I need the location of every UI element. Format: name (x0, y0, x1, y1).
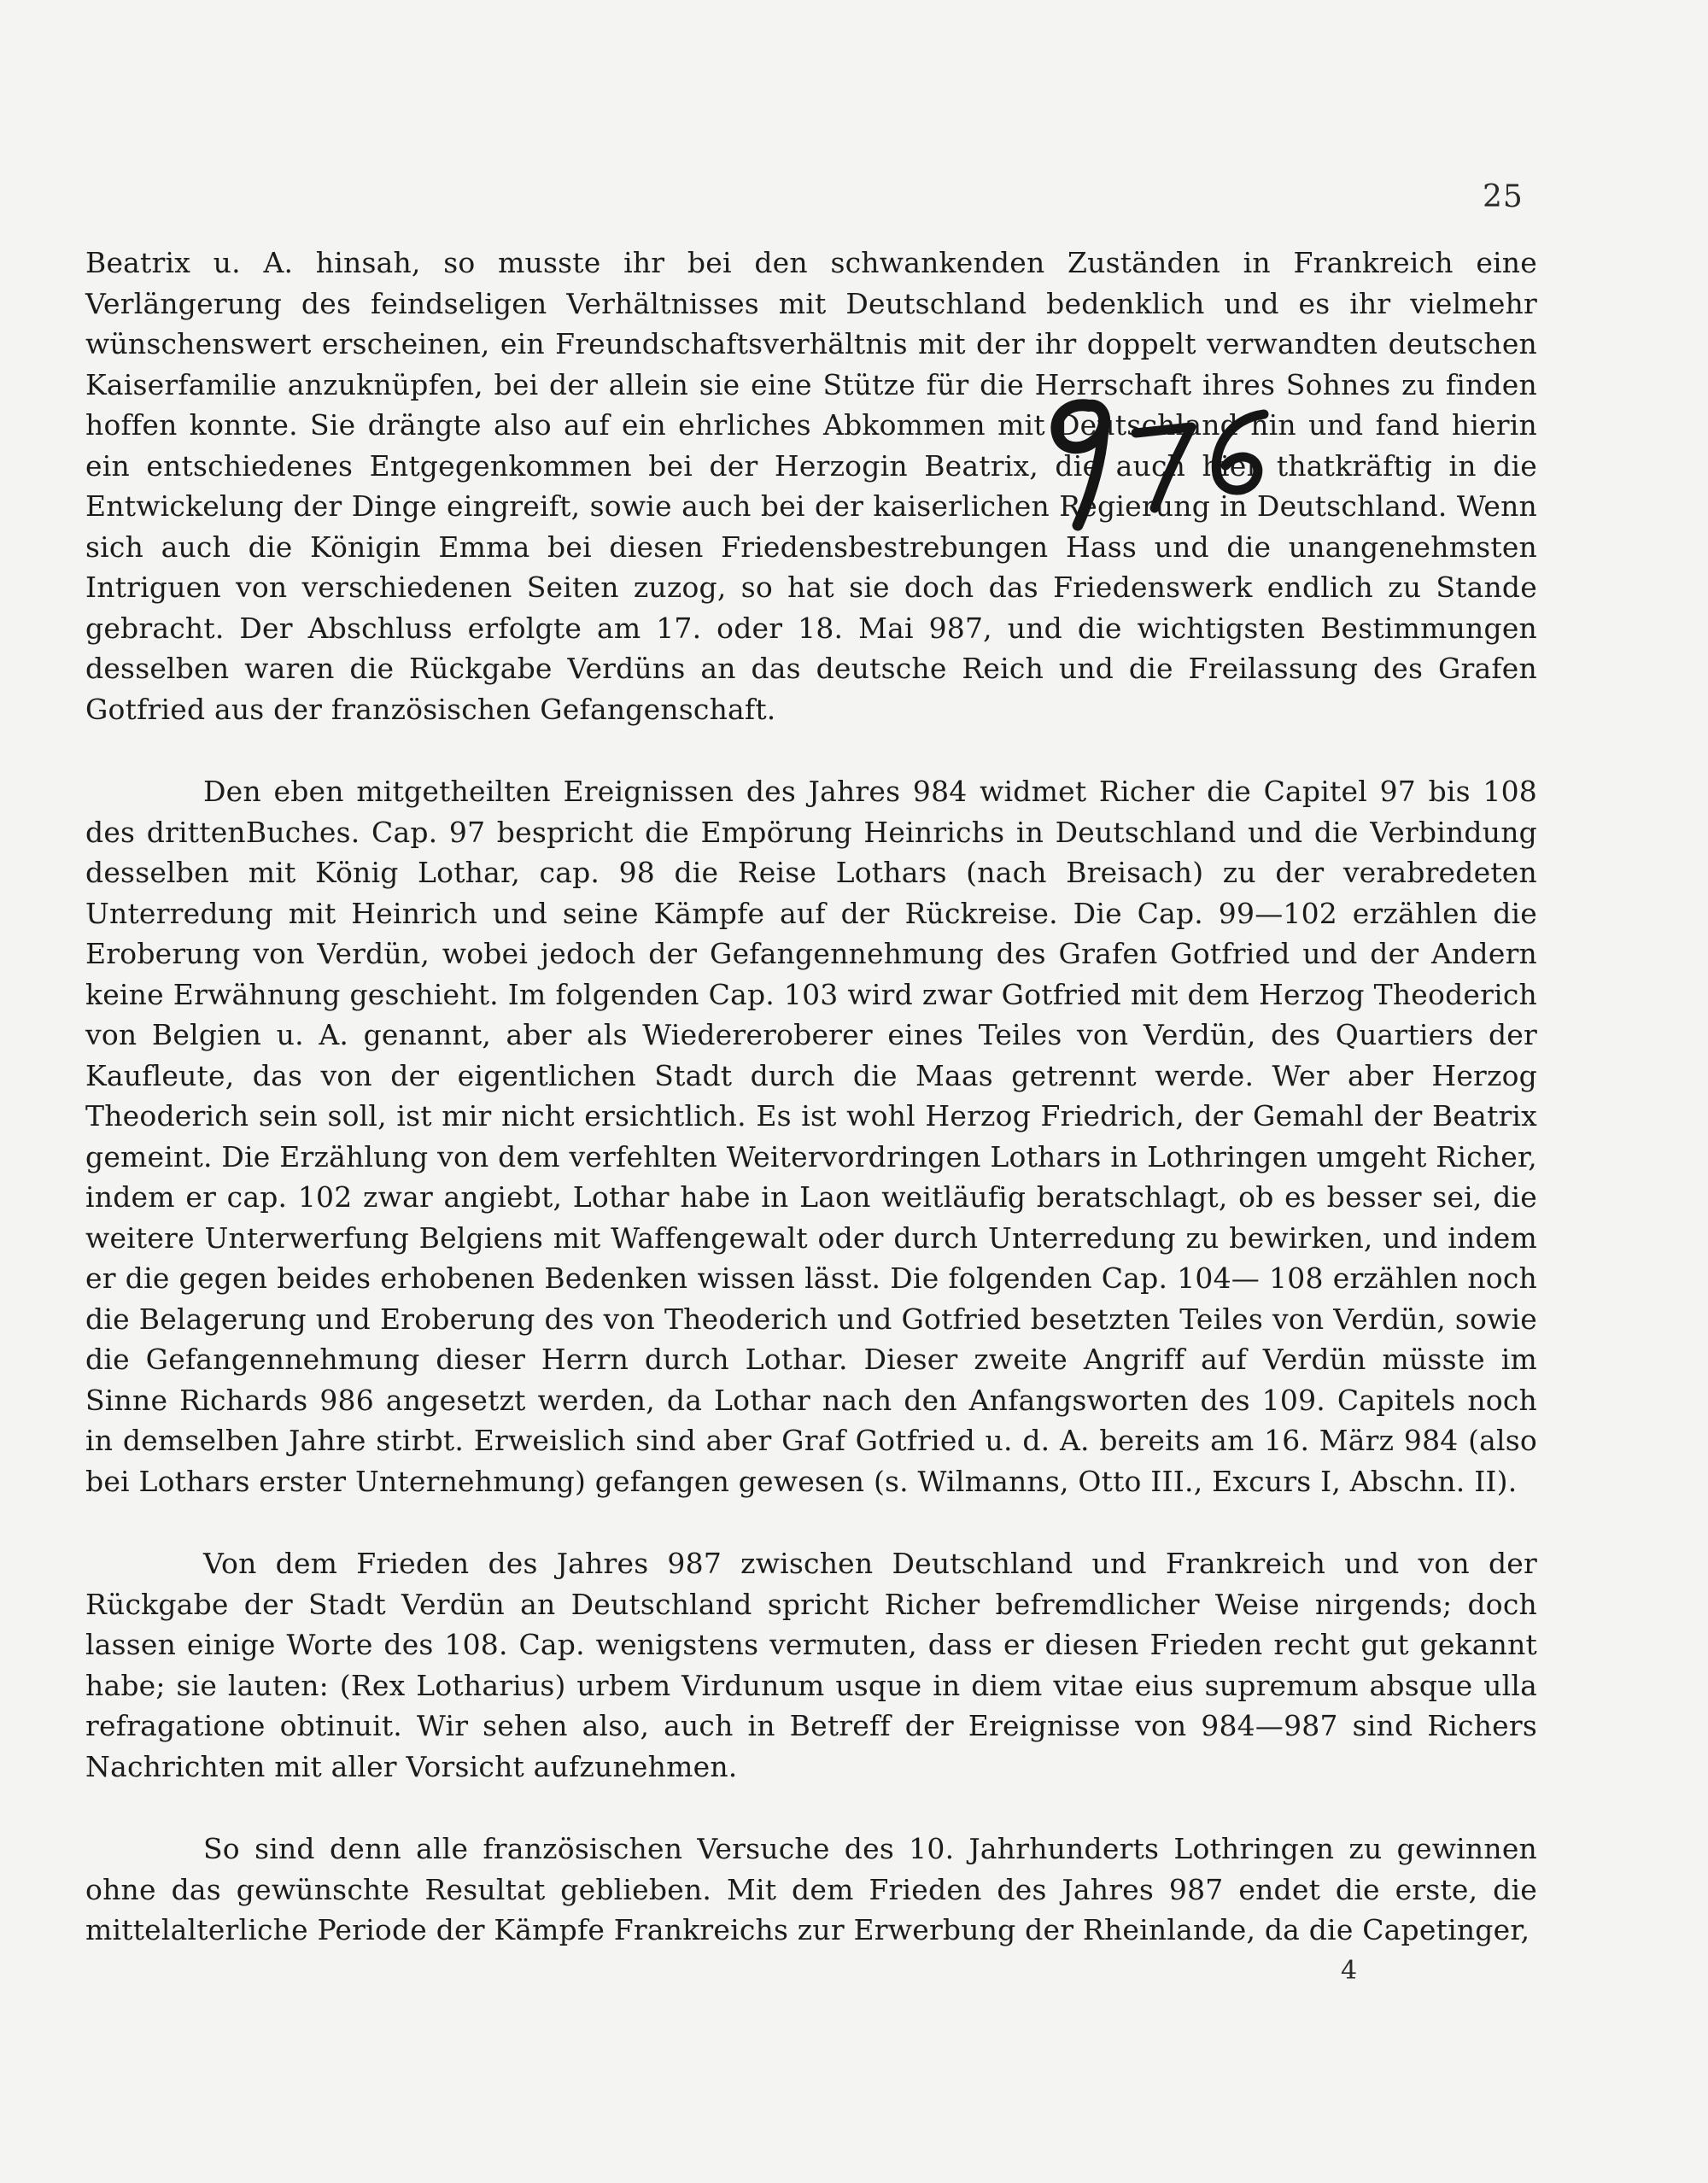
paragraph-richer-chapters: Den eben mitgetheilten Ereignissen des Jahres 984 widmet Richer die Capitel 97 bis 108 des drittenBuches. Cap. 97 bespricht die Empörung Heinrichs in Deutschland und die Verbindung desselben mit König Lothar, cap. 98 die Reise Lothars (nach Breisach) zu der verabredeten Unterredung mit Heinrich und seine Kämpfe auf der Rückreise. Die Cap. 99—102 erzählen die Eroberung von Verdün, wobei jedoch der Gefangennehmung des Grafen Gotfried und der Andern keine Erwähnung geschieht. Im folgenden Cap. 103 wird zwar Gotfried mit dem Herzog Theoderich von Belgien u. A. genannt, aber als Wiedereroberer eines Teiles von Verdün, des Quartiers der Kaufleute, das von der eigentlichen Stadt durch die Maas getrennt werde. Wer aber Herzog Theoderich sein soll, ist mir nicht ersichtlich. Es ist wohl Herzog Friedrich, der Gemahl der Beatrix gemeint. Die Erzählung von dem verfehlten Weitervordringen Lothars in Lothringen umgeht Richer, indem er cap. 102 zwar angiebt, Lothar habe in Laon weitläufig beratschlagt, ob es besser sei, die weitere Unterwerfung Belgiens mit Waffengewalt oder durch Unterredung zu bewirken, und indem er die gegen beides erhobenen Bedenken wissen lässt. Die folgenden Cap. 104— 108 erzählen noch die Belagerung und Eroberung des von Theoderich und Gotfried besetzten Teiles von Verdün, sowie die Gefangennehmung dieser Herrn durch Lothar. Dieser zweite Angriff auf Verdün müsste im Sinne Richards 986 angesetzt werden, da Lothar nach den Anfangsworten des 109. Capitels noch in demselben Jahre stirbt. Erweislich sind aber Graf Gotfried u. d. A. bereits am 16. März 984 (also bei Lothars erster Unternehmung) gefangen gewesen (s. Wilmanns, Otto III., Excurs I, Abschn. II). (85, 775, 1537, 1498)
paragraph-gap (85, 729, 1537, 771)
paragraph-continuation: Beatrix u. A. hinsah, so musste ihr bei den schwankenden Zuständen in Frankreich eine Verlängerung des feindseligen Verhältnisses mit Deutschland bedenklich und es ihr vielmehr wünschenswert erscheinen, ein Freundschaftsverhältnis mit der ihr doppelt verwandten deutschen Kaiserfamilie anzuknüpfen, bei der allein sie eine Stütze für die Herrschaft ihres Sohnes zu finden hoffen konnte. Sie drängte also auf ein ehrliches Abkommen mit Deutschland hin und fand hierin ein entschiedenes Entgegenkommen bei der Herzogin Beatrix, die auch hier thatkräftig in die Entwickelung der Dinge eingreift, sowie auch bei der kaiserlichen Regierung in Deutschland. Wenn sich auch die Königin Emma bei diesen Friedensbestrebungen Hass und die unangenehmsten Intriguen von verschiedenen Seiten zuzog, so hat sie doch das Friedenswerk endlich zu Stande gebracht. Der Abschluss erfolgte am 17. oder 18. Mai 987, und die wichtigsten Bestimmungen desselben waren die Rückgabe Verdüns an das deutsche Reich und die Freilassung des Grafen Gotfried aus der französischen Gefangenschaft. (85, 246, 1537, 726)
handwritten-number-drawing (1008, 380, 1290, 542)
paragraph-gap (85, 1787, 1537, 1829)
handwritten-annotation (1008, 380, 1290, 542)
paragraph-peace-987: Von dem Frieden des Jahres 987 zwischen Deutschland und Frankreich und von der Rückgabe der Stadt Verdün an Deutschland spricht Richer befremdlicher Weise nirgends; doch lassen einige Worte des 108. Cap. wenigstens vermuten, dass er diesen Frieden recht gut gekannt habe; sie lauten: (Rex Lotharius) urbem Virdunum usque in diem vitae eius supremum absque ulla refragatione obtinuit. Wir sehen also, auch in Betreff der Ereignisse von 984—987 sind Richers Nachrichten mit aller Vorsicht aufzunehmen. (85, 1547, 1537, 1783)
printer-signature-mark: 4 (1341, 1956, 1358, 1986)
page-number: 25 (1483, 179, 1524, 214)
main-text (85, 243, 1537, 1951)
paragraph-gap (85, 1501, 1537, 1543)
paragraph-conclusion: So sind denn alle französischen Versuche des 10. Jahrhunderts Lothringen zu gewinnen ohne das gewünschte Resultat geblieben. Mit dem Frieden des Jahres 987 endet die erste, die mittelalterliche Periode der Kämpfe Frankreichs zur Erwerbung der Rheinlande, da die Capetinger, (85, 1832, 1537, 1946)
